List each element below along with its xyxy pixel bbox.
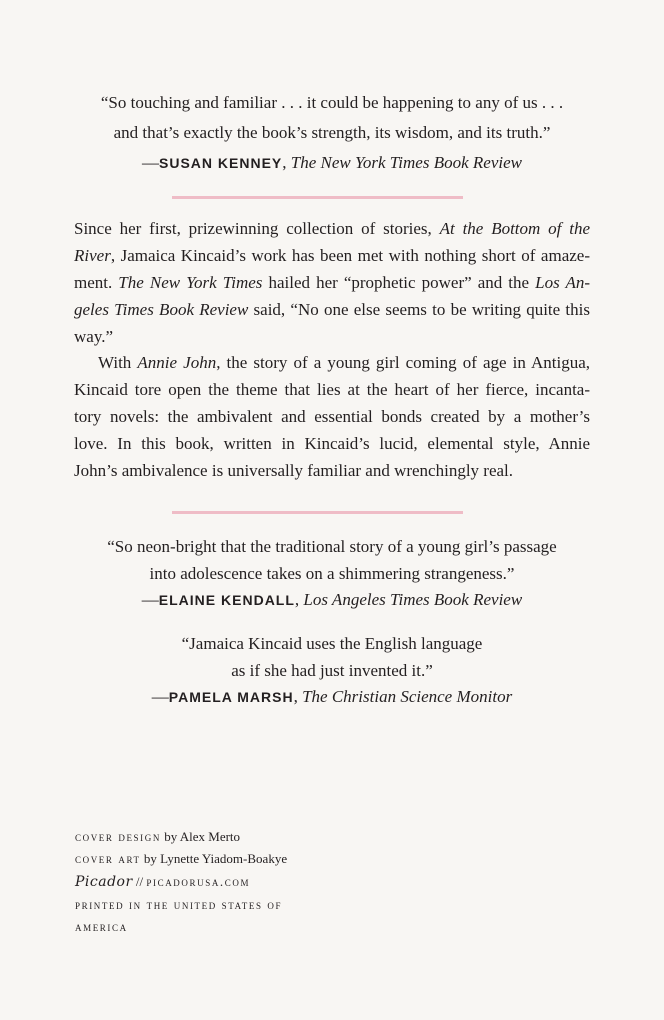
reviewer-name: PAMELA MARSH: [168, 689, 294, 705]
quote-attribution: —PAMELA MARSH, The Christian Science Monitor: [151, 687, 513, 706]
separator: //: [132, 874, 147, 889]
credit-label: cover art: [75, 851, 141, 866]
quote-line: “So touching and familiar . . . it could be happening to any of us . . .: [100, 93, 564, 112]
credit-label: cover design: [75, 829, 161, 844]
italic-title: Los An-: [535, 272, 590, 292]
dash: —: [141, 590, 159, 609]
quote-attribution: —SUSAN KENNEY, The New York Times Book Review: [142, 153, 522, 172]
quote-attribution: —ELAINE KENDALL, Los Angeles Times Book Review: [141, 590, 523, 609]
text-segment: way.”: [74, 326, 114, 346]
credit-name: by Alex Merto: [160, 829, 241, 844]
divider-rule: [172, 196, 463, 199]
credit-name: by Lynette Yiadom-Boakye: [140, 851, 288, 866]
publisher-website: picadorusa.com: [146, 874, 251, 889]
description-line: [74, 297, 590, 324]
text-segment: With: [98, 353, 138, 373]
quote-line: as if she had just invented it.”: [231, 660, 433, 680]
review-source: The Christian Science Monitor: [302, 687, 513, 706]
text-segment: Kincaid tore open the theme that lies at the heart of her fierce, incanta-: [74, 380, 590, 400]
text-segment: Since her first, prizewinning collection of stories,: [74, 219, 440, 238]
description-line: [74, 404, 590, 431]
cover-art-credit: [75, 848, 287, 870]
printed-in: [75, 894, 287, 916]
text-segment: , the story of a young girl coming of age in Antigua,: [216, 353, 591, 373]
review-quote-2: [0, 534, 664, 614]
description-line: [74, 377, 590, 404]
description-line: [74, 458, 590, 485]
description-line: [74, 324, 590, 351]
picador-logo: Picador: [75, 874, 133, 890]
publisher-line: [75, 870, 287, 894]
text-segment: ment.: [74, 272, 119, 292]
text-segment: love. In this book, written in Kincaid’s lucid, elemental style, Annie: [74, 434, 590, 454]
cover-design-credit: [75, 826, 287, 848]
printed-in-cont: [75, 916, 287, 938]
text-segment: John’s ambivalence is universally familiar and wrenchingly real.: [74, 461, 514, 481]
reviewer-name: ELAINE KENDALL: [158, 592, 295, 608]
description-line: [74, 270, 590, 297]
review-quote-3: [0, 631, 664, 711]
italic-title: Annie John: [137, 353, 217, 373]
description-line: [74, 216, 590, 243]
quote-line: and that’s exactly the book’s strength, its wisdom, and its truth.”: [113, 123, 551, 142]
text-segment: hailed her “prophetic power” and the: [262, 272, 536, 292]
book-description: [74, 216, 590, 485]
quote-line: “Jamaica Kincaid uses the English language: [181, 634, 483, 653]
description-line: [74, 431, 590, 458]
dash: —: [142, 153, 160, 172]
quote-line: into adolescence takes on a shimmering strangeness.”: [149, 563, 515, 583]
printed-line: printed in the united states of: [75, 897, 283, 912]
dash: —: [151, 687, 169, 706]
reviewer-name: SUSAN KENNEY: [159, 155, 283, 171]
divider-rule: [172, 511, 463, 514]
credits: [75, 826, 287, 938]
italic-title: The New York Times: [118, 272, 263, 292]
italic-title: At the Bottom of the: [439, 219, 590, 238]
italic-title: River: [74, 245, 111, 265]
review-quote-1: [0, 88, 664, 178]
text-segment: tory novels: the ambivalent and essential bonds created by a mother’s: [74, 407, 590, 427]
text-segment: , Jamaica Kincaid’s work has been met with nothing short of amaze-: [110, 245, 590, 265]
printed-line: america: [75, 919, 128, 934]
description-line: [74, 243, 590, 270]
review-source: Los Angeles Times Book Review: [303, 590, 523, 609]
text-segment: said, “No one else seems to be writing quite this: [248, 299, 590, 319]
review-source: The New York Times Book Review: [290, 153, 522, 172]
description-line: [74, 350, 590, 377]
italic-title: geles Times Book Review: [74, 299, 249, 319]
quote-line: “So neon-bright that the traditional story of a young girl’s passage: [107, 537, 557, 556]
